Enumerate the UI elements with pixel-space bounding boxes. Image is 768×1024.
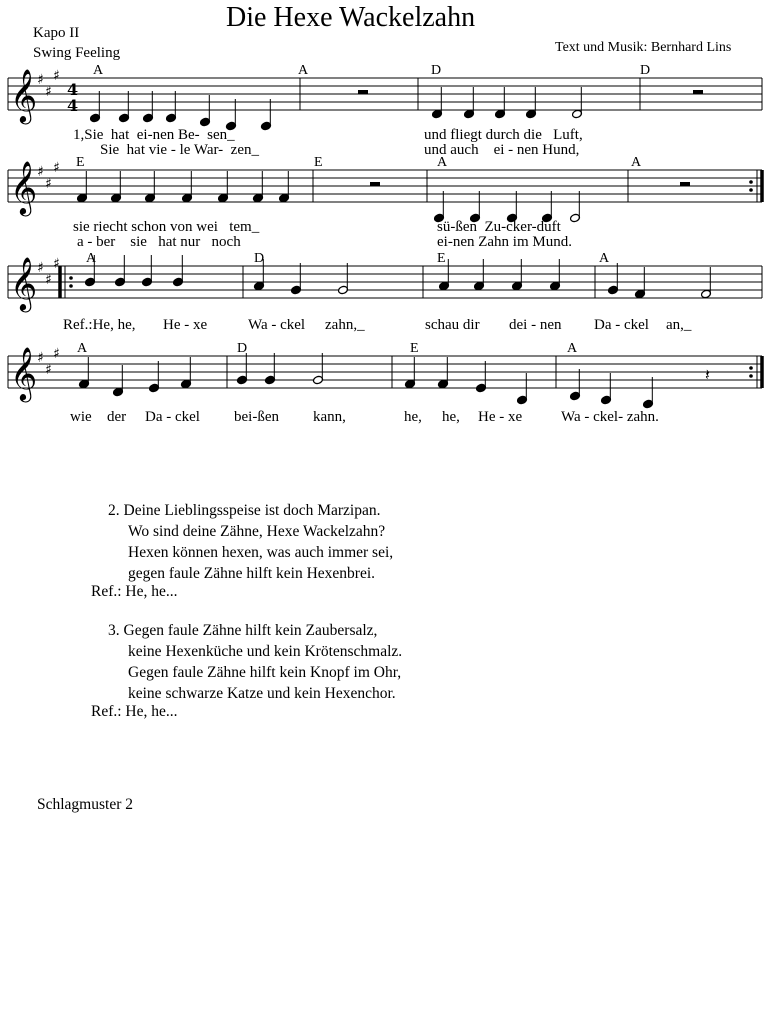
time-signature-top: 4 <box>67 80 79 99</box>
lyric-word: Da - ckel <box>145 409 200 425</box>
sharp-icon: ♯ <box>45 176 52 192</box>
chord-symbol: D <box>431 63 442 78</box>
sharp-icon: ♯ <box>45 272 52 288</box>
lyric-line: Sie hat vie - le War- zen_ <box>100 142 259 158</box>
sharp-icon: ♯ <box>37 72 44 88</box>
feel-note: Swing Feeling <box>33 45 121 61</box>
capo-note: Kapo II <box>33 25 80 41</box>
sharp-icon: ♯ <box>37 164 44 180</box>
repeat-dot <box>749 366 753 370</box>
verse-refrain: Ref.: He, he... <box>91 703 178 720</box>
repeat-dot <box>69 284 73 288</box>
verse-refrain: Ref.: He, he... <box>91 583 178 600</box>
lyric-word: He - xe <box>478 409 523 425</box>
lyric-line: 1,Sie hat ei-nen Be- sen_ <box>73 127 235 143</box>
lyric-line: a - ber sie hat nur noch <box>77 234 241 250</box>
sharp-icon: ♯ <box>53 68 60 84</box>
lyric-word: dei - nen <box>509 317 562 333</box>
sharp-icon: ♯ <box>53 346 60 362</box>
chord-symbol: A <box>86 251 97 266</box>
lyric-word: Wa - ckel <box>248 317 306 333</box>
sharp-icon: ♯ <box>45 362 52 378</box>
lyric-line: sie riecht schon von wei tem_ <box>73 219 260 235</box>
chord-symbol: D <box>254 251 265 266</box>
time-signature <box>67 80 78 115</box>
rest-icon <box>358 90 368 94</box>
lyric-word: Ref.:He, he, <box>63 317 136 333</box>
lyric-word: Wa - ckel- zahn. <box>561 409 659 425</box>
lyric-line: und auch ei - nen Hund, <box>424 142 580 158</box>
verse-line: 2. Deine Lieblingsspeise ist doch Marzipan. <box>108 502 381 519</box>
verse-line: Gegen faule Zähne hilft kein Knopf im Ohr, <box>128 664 402 681</box>
chord-symbol: A <box>437 155 448 170</box>
sharp-icon: ♯ <box>45 84 52 100</box>
chord-symbol: A <box>567 341 578 356</box>
lyric-word: wie <box>70 409 92 425</box>
lyric-word: schau dir <box>425 317 480 333</box>
strum-pattern-note: Schlagmuster 2 <box>37 796 133 813</box>
chord-symbol: A <box>298 63 309 78</box>
lyric-word: he, <box>404 409 422 425</box>
lyric-word: Da - ckel <box>594 317 649 333</box>
treble-clef-icon: 𝄞 <box>10 346 38 400</box>
lyric-word: bei-ßen <box>234 409 279 425</box>
lyric-line: und fliegt durch die Luft, <box>424 127 583 143</box>
lyric-word: der <box>107 409 127 425</box>
lyric-word: He - xe <box>163 317 208 333</box>
chord-symbol: D <box>640 63 651 78</box>
repeat-dot <box>749 180 753 184</box>
lyric-word: he, <box>442 409 460 425</box>
lyric-word: an,_ <box>666 317 692 333</box>
repeat-dot <box>749 374 753 378</box>
verse-line: Wo sind deine Zähne, Hexe Wackelzahn? <box>128 523 386 540</box>
treble-clef-icon: 𝄞 <box>10 160 38 214</box>
verse-line: Hexen können hexen, was auch immer sei, <box>128 544 394 561</box>
sharp-icon: ♯ <box>37 260 44 276</box>
sharp-icon: ♯ <box>37 350 44 366</box>
sharp-icon: ♯ <box>53 160 60 176</box>
chord-symbol: A <box>599 251 610 266</box>
lyric-word: kann, <box>313 409 346 425</box>
chord-symbol: E <box>410 341 419 356</box>
lyric-line: sü-ßen Zu-cker-duft <box>437 219 561 235</box>
rest-icon <box>693 90 703 94</box>
chord-symbol: E <box>437 251 446 266</box>
rest-icon <box>370 182 380 186</box>
repeat-dot <box>749 188 753 192</box>
credit-line: Text und Musik: Bernhard Lins <box>555 40 732 55</box>
quarter-rest-icon: 𝄽 <box>705 365 710 384</box>
verse-line: gegen faule Zähne hilft kein Hexenbrei. <box>128 565 376 582</box>
verse-line: keine schwarze Katze und kein Hexenchor. <box>128 685 396 702</box>
treble-clef-icon: 𝄞 <box>10 68 38 122</box>
rest-icon <box>680 182 690 186</box>
song-title: Die Hexe Wackelzahn <box>226 2 476 33</box>
repeat-dot <box>69 276 73 280</box>
sharp-icon: ♯ <box>53 256 60 272</box>
treble-clef-icon: 𝄞 <box>10 256 38 310</box>
chord-symbol: D <box>237 341 248 356</box>
chord-symbol: E <box>76 155 85 170</box>
chord-symbol: A <box>631 155 642 170</box>
verse-line: 3. Gegen faule Zähne hilft kein Zaubersalz, <box>108 622 378 639</box>
verse-line: keine Hexenküche und kein Krötenschmalz. <box>128 643 403 660</box>
chord-symbol: A <box>93 63 104 78</box>
lyric-word: zahn,_ <box>325 317 365 333</box>
lyric-line: ei-nen Zahn im Mund. <box>437 234 572 250</box>
time-signature-bottom: 4 <box>67 96 79 115</box>
chord-symbol: A <box>77 341 88 356</box>
chord-symbol: E <box>314 155 323 170</box>
